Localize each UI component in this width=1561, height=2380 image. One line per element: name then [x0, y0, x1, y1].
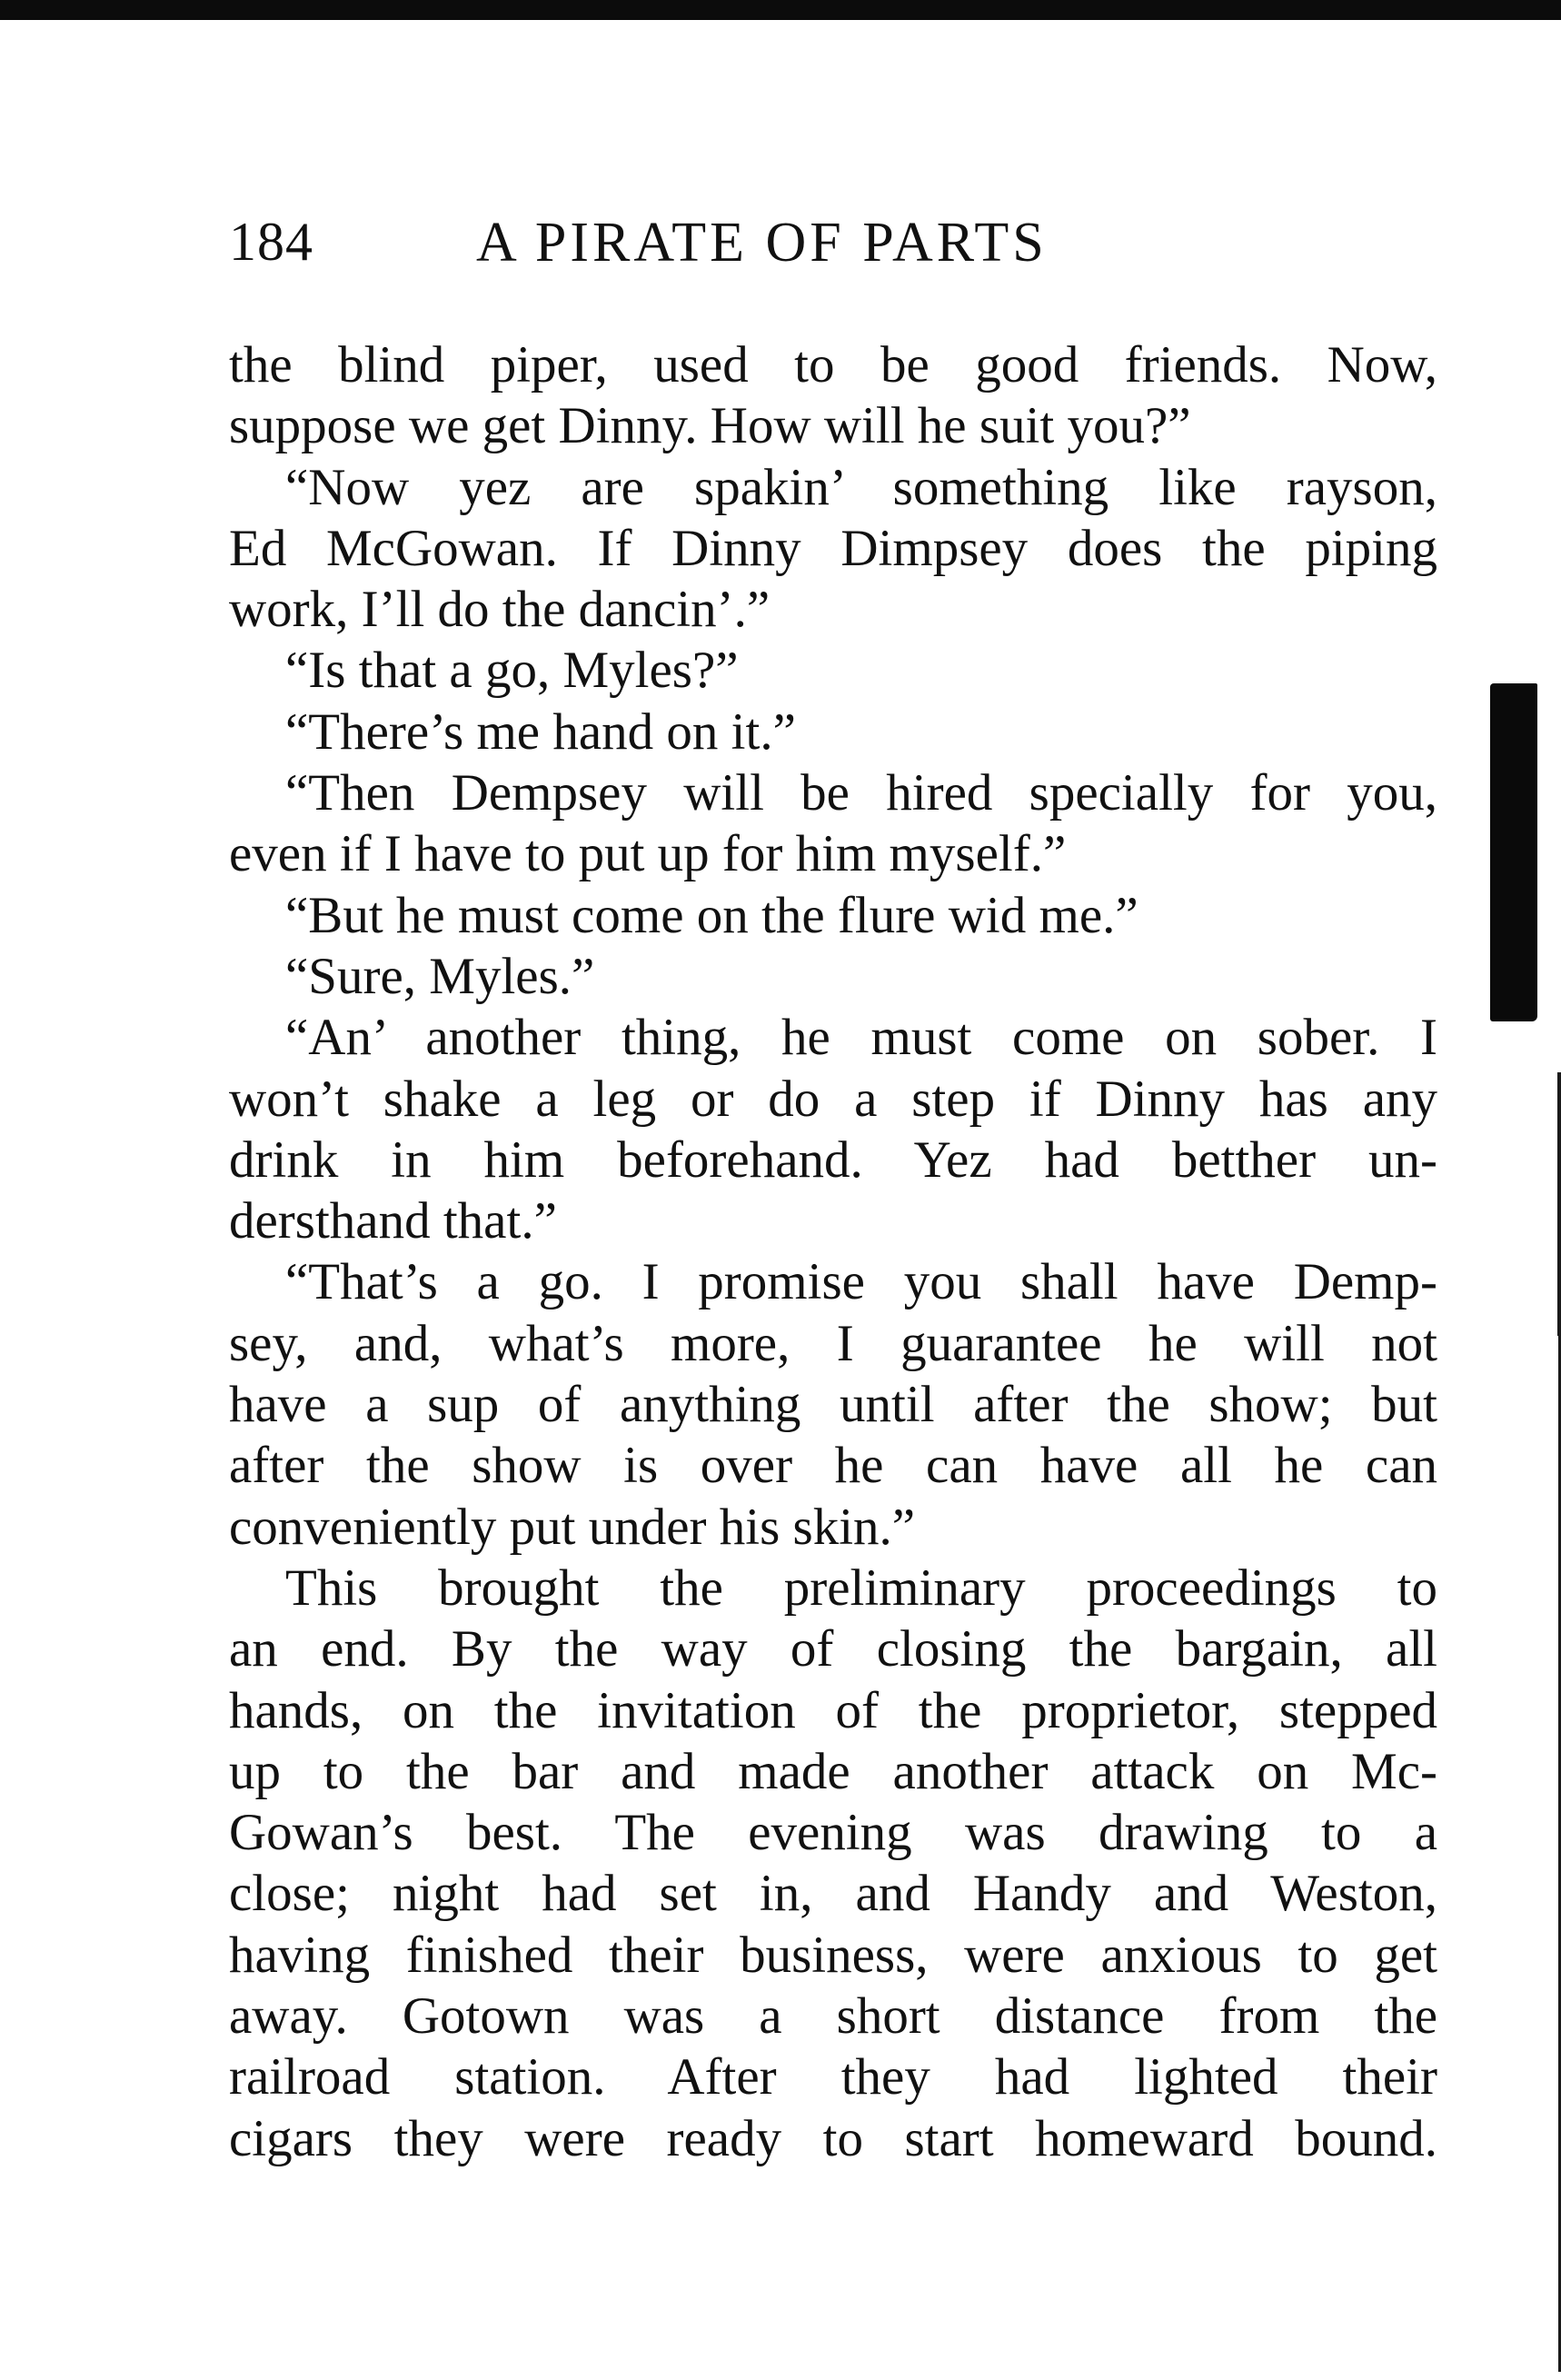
text-line: “Sure, Myles.” [285, 947, 595, 1005]
text-line: This brought the preliminary proceedings to [285, 1558, 1437, 1617]
text-line: have a sup of anything until after the show; but [229, 1376, 1437, 1434]
book-title: A PIRATE OF PARTS [476, 212, 1048, 274]
body-text [229, 334, 1437, 2169]
running-head [229, 211, 1447, 284]
text-line: the blind piper, used to be good friends. Now, [229, 336, 1437, 393]
text-line: “Is that a go, Myles?” [285, 642, 739, 700]
top-scan-rule [0, 0, 1561, 20]
text-line: sey, and, what’s more, I guarantee he will not [229, 1314, 1437, 1372]
text-line: won’t shake a leg or do a step if Dinny has any [229, 1070, 1437, 1128]
text-line: railroad station. After they had lighted their [229, 2048, 1437, 2106]
text-line: away. Gotown was a short distance from the [229, 1987, 1437, 2046]
text-line: “An’ another thing, he must come on sober. I [285, 1009, 1437, 1067]
text-line: dersthand that.” [229, 1192, 557, 1250]
text-line: up to the bar and made another attack on Mc- [229, 1742, 1437, 1800]
text-line: even if I have to put up for him myself.” [229, 825, 1067, 883]
text-line: having finished their business, were anxious to get [229, 1926, 1437, 1984]
text-line: work, I’ll do the dancin’.” [229, 581, 771, 639]
margin-scan-artifact [1490, 683, 1537, 1021]
text-line: conveniently put under his skin.” [229, 1498, 916, 1556]
text-line: drink in him beforehand. Yez had betther un- [229, 1130, 1437, 1189]
text-line: “Then Dempsey will be hired specially for you, [285, 764, 1437, 822]
text-line: “That’s a go. I promise you shall have Demp- [285, 1253, 1437, 1311]
text-line: “But he must come on the flure wid me.” [285, 886, 1138, 944]
text-line: “There’s me hand on it.” [285, 702, 796, 761]
text-line: close; night had set in, and Handy and Weston, [229, 1865, 1437, 1923]
text-line: “Now yez are spakin’ something like rayson, [285, 458, 1437, 516]
text-line: suppose we get Dinny. How will he suit you?” [229, 397, 1191, 455]
text-line: cigars they were ready to start homeward bound. [229, 2109, 1437, 2167]
page-number: 184 [229, 212, 313, 272]
text-line: hands, on the invitation of the proprietor, stepped [229, 1681, 1437, 1739]
text-line: after the show is over he can have all he can [229, 1437, 1437, 1495]
text-line: Ed McGowan. If Dinny Dimpsey does the piping [229, 519, 1437, 577]
text-line: Gowan’s best. The evening was drawing to a [229, 1804, 1437, 1862]
text-line: an end. By the way of closing the bargain, all [229, 1620, 1437, 1678]
